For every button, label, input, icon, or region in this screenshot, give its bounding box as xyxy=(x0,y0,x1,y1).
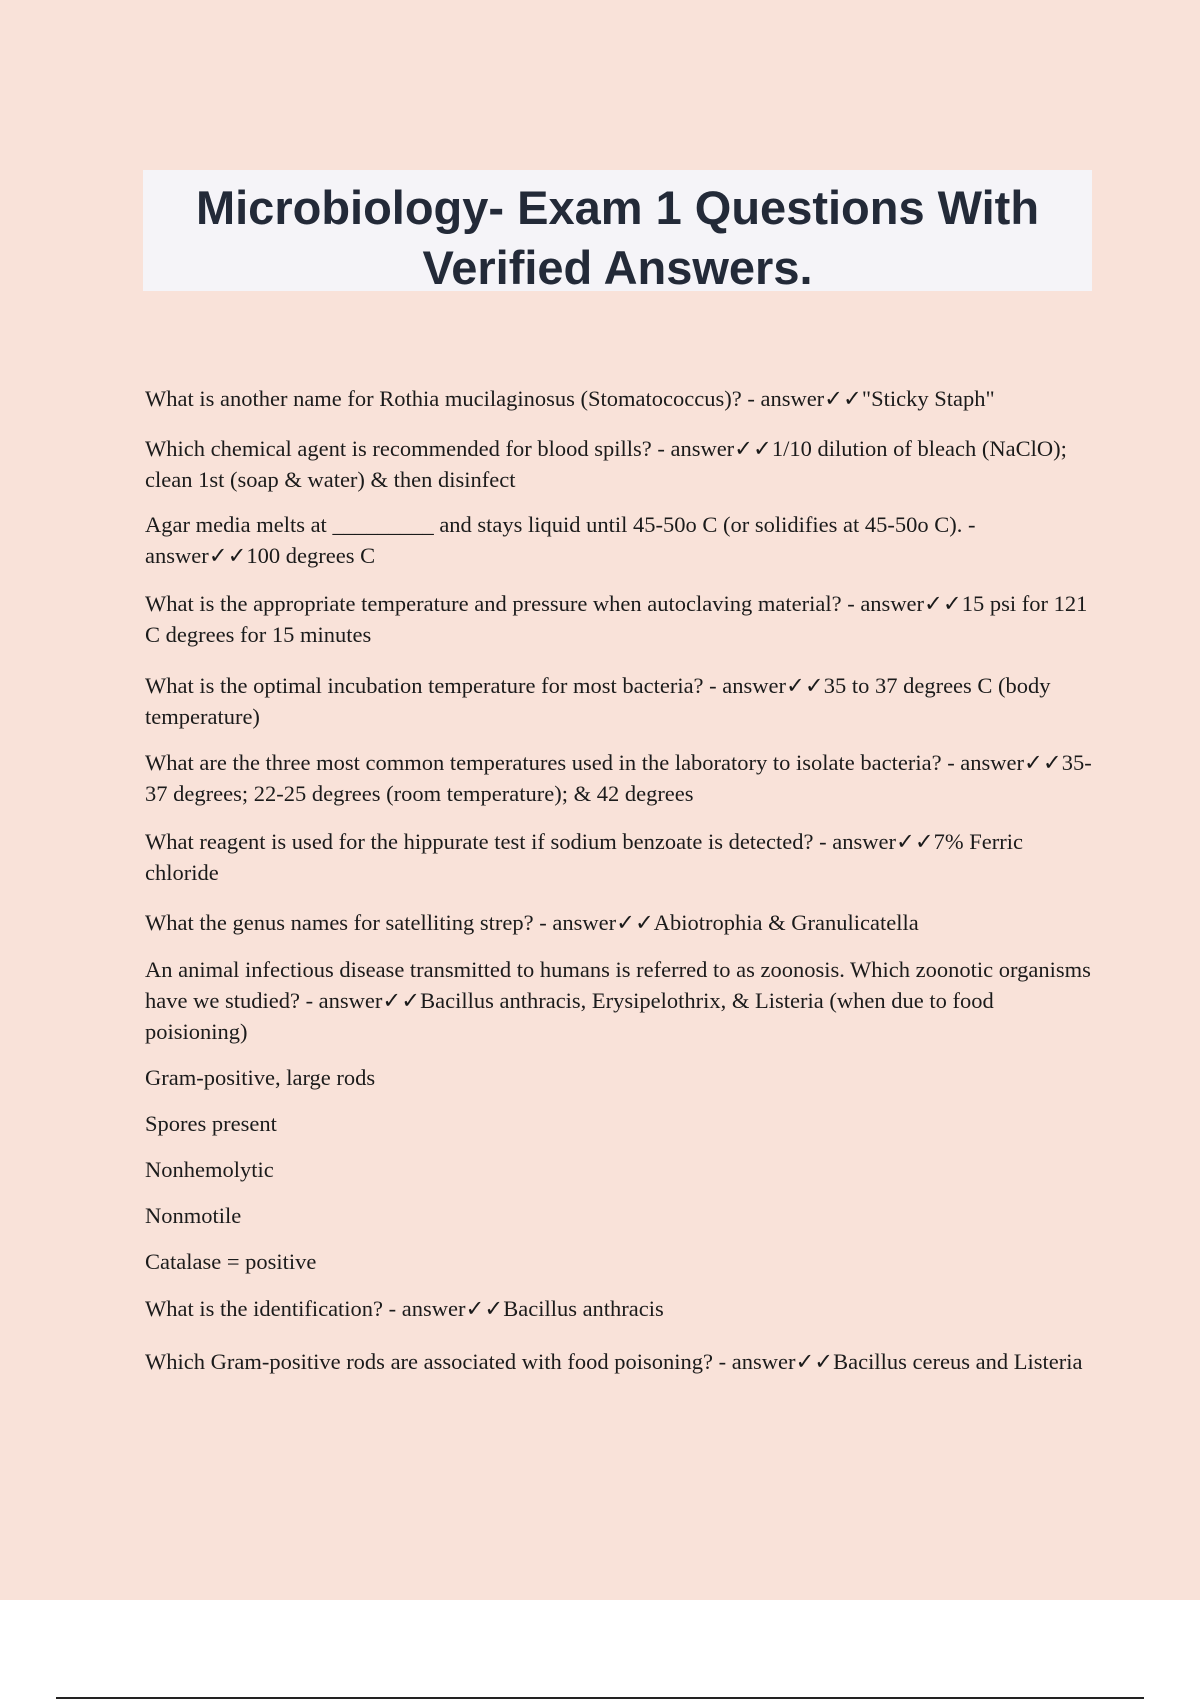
qa-item: What are the three most common temperatures used in the laboratory to isolate bacteria? - answer✓✓35-37 degrees; 22-25 degrees (room temperature); & 42 degrees xyxy=(145,750,1092,806)
qa-item: Nonmotile xyxy=(145,1203,242,1228)
document-title xyxy=(143,178,1092,298)
qa-item: An animal infectious disease transmitted to humans is referred to as zoonosis. Which zoonotic organisms have we studied? - answer✓✓Bacillus anthracis, Erysipelothrix, & Listeria (when due to food poisioning) xyxy=(145,957,1091,1044)
qa-item: What reagent is used for the hippurate test if sodium benzoate is detected? - answer✓✓7% Ferric chloride xyxy=(145,829,1024,885)
qa-item: Spores present xyxy=(145,1111,277,1136)
bottom-divider xyxy=(56,1697,1144,1699)
qa-item: Nonhemolytic xyxy=(145,1157,274,1182)
qa-item: What is the appropriate temperature and pressure when autoclaving material? - answer✓✓15 psi for 121 C degrees for 15 minutes xyxy=(145,591,1088,647)
title-box xyxy=(143,170,1092,294)
qa-item: Agar media melts at _________ and stays liquid until 45-50o C (or solidifies at 45-50o C). - answer✓✓100 degrees C xyxy=(145,512,976,568)
qa-item: Gram-positive, large rods xyxy=(145,1065,376,1090)
title-line-2: Verified Answers. xyxy=(422,241,813,294)
qa-item: What is the optimal incubation temperature for most bacteria? - answer✓✓35 to 37 degrees C (body temperature) xyxy=(145,673,1051,729)
qa-list xyxy=(145,383,1095,1377)
qa-item: What the genus names for satelliting strep? - answer✓✓Abiotrophia & Granulicatella xyxy=(145,910,919,935)
qa-item: Which Gram-positive rods are associated with food poisoning? - answer✓✓Bacillus cereus and Listeria xyxy=(145,1349,1083,1374)
qa-item: What is another name for Rothia mucilaginosus (Stomatococcus)? - answer✓✓"Sticky Staph" xyxy=(145,386,995,411)
qa-item: What is the identification? - answer✓✓Bacillus anthracis xyxy=(145,1296,664,1321)
qa-item: Catalase = positive xyxy=(145,1249,317,1274)
qa-item: Which chemical agent is recommended for blood spills? - answer✓✓1/10 dilution of bleach (NaClO); clean 1st (soap & water) & then disinfect xyxy=(145,436,1067,492)
title-line-1: Microbiology- Exam 1 Questions With xyxy=(195,181,1040,234)
